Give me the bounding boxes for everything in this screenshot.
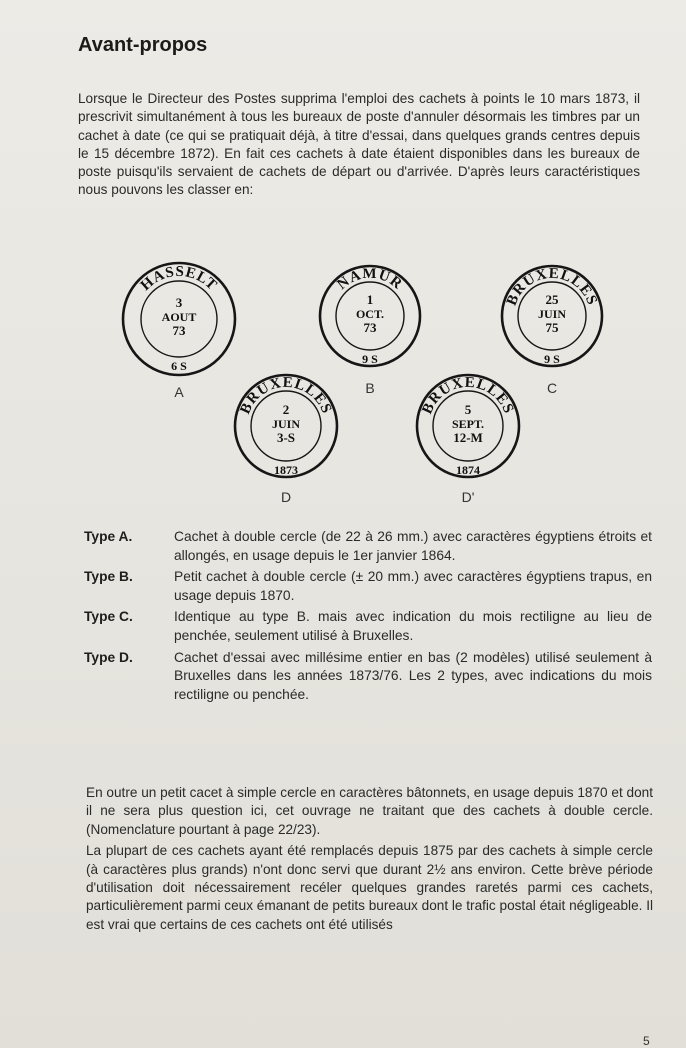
postmark-day: 5: [464, 402, 472, 417]
type-label: Type D.: [84, 649, 133, 665]
body-paragraph: La plupart de ces cachets ayant été remplacés depuis 1875 par des cachets à simple cercle (à caractères plus grands) n'ont donc servi que durant 2½ ans environ. Cette brève période d'utilisation doit nécessairement recéler quelques grandes raretés parmi ces cachets, particulièrement parmi ceux émanant de petits bureaux dont le trafic postal était négligeable. Il est vrai que certains de ces cachets ont été utilisés: [86, 843, 653, 932]
postmark-a: [120, 260, 238, 400]
postmark-label: C: [546, 380, 558, 396]
type-row: [84, 528, 652, 565]
page-title: Avant-propos: [78, 34, 208, 56]
postmark-bottom: 9 S: [362, 352, 378, 366]
type-label: Type A.: [84, 529, 133, 544]
type-description: Identique au type B. mais avec indication du mois rectiligne au lieu de penchée, seulement utilisé à Bruxelles.: [174, 609, 652, 643]
intro-paragraph: Lorsque le Directeur des Postes supprima l'emploi des cachets à points le 10 mars 1873, il prescrivit simultanément à tous les bureaux de poste d'annuler désormais les timbres par un cachet à date (ce qui se pratiquait déjà, à titre d'essai, dans quelques grands centres depuis le 15 décembre 1872). En fait ces cachets à date étaient disponibles dans les bureaux de poste puisqu'ils servaient de cachets de départ ou d'arrivée. D'après leurs caractéristiques nous pouvons les classer en:: [78, 91, 640, 198]
postmark-day: 25: [545, 292, 559, 307]
postmark-label: D': [461, 489, 475, 505]
postmark-label: A: [174, 384, 184, 400]
postmark-bottom: 1873: [274, 463, 298, 477]
postmark-town: BRUXELLES: [503, 265, 601, 308]
postmark-bottom: 1874: [456, 463, 480, 477]
postmark-bottom: 6 S: [171, 359, 187, 373]
postmark-svg: [318, 264, 422, 368]
type-label: Type C.: [84, 609, 133, 625]
body-paragraph: En outre un petit cacet à simple cercle en caractères bâtonnets, en usage depuis 1870 et dont il ne sera plus question ici, cet ouvrage ne traitant que des cachets à double cercle. (Nomenclature pourtant à page 22/23).: [86, 785, 653, 837]
postmark-month: OCT.: [355, 307, 385, 321]
postmark-year: 75: [545, 320, 559, 335]
postmark-svg: [232, 372, 340, 480]
type-list: [84, 528, 652, 707]
postmark-d-prime: [414, 372, 522, 505]
postmark-bottom: 9 S: [544, 352, 560, 366]
type-label: Type B.: [84, 569, 133, 585]
postmark-year: 3-S: [276, 430, 296, 445]
postmark-label: D: [280, 489, 292, 505]
page-number: 5: [643, 1034, 650, 1048]
type-row: [84, 649, 652, 705]
postmark-day: 1: [366, 292, 374, 307]
postmark-label: B: [365, 380, 375, 396]
postmark-day: 3: [175, 295, 183, 310]
postmark-svg: [414, 372, 522, 480]
postmark-day: 2: [282, 402, 290, 417]
postmark-year: 73: [172, 323, 186, 338]
postmark-month: JUIN: [271, 417, 301, 431]
type-row: [84, 608, 652, 645]
type-row: [84, 568, 652, 605]
postmark-svg: [500, 264, 604, 368]
postmark-town: HASSELT: [137, 263, 221, 295]
postmark-b: [318, 264, 422, 396]
postmark-figures: [0, 260, 686, 510]
type-description: Cachet à double cercle (de 22 à 26 mm.) avec caractères égyptiens étroits et allongés, en usage depuis le 1er janvier 1864.: [174, 529, 652, 563]
type-description: Petit cachet à double cercle (± 20 mm.) avec caractères égyptiens trapus, en usage depuis 1870.: [174, 569, 652, 603]
postmark-month: JUIN: [537, 307, 567, 321]
postmark-year: 12-M: [453, 430, 483, 445]
postmark-town: BRUXELLES: [419, 374, 517, 417]
postmark-town: BRUXELLES: [237, 374, 335, 417]
type-description: Cachet d'essai avec millésime entier en bas (2 modèles) utilisé seulement à Bruxelles dans les années 1873/76. Les 2 types, avec indications du mois rectiligne ou penchée.: [174, 649, 652, 702]
postmark-month: AOUT: [161, 310, 197, 324]
postmark-d: [232, 372, 340, 505]
postmark-town: NAMUR: [334, 266, 406, 293]
postmark-c: [500, 264, 604, 396]
body-text: [86, 784, 653, 937]
postmark-svg: [120, 260, 238, 378]
postmark-month: SEPT.: [451, 417, 485, 431]
postmark-year: 73: [363, 320, 377, 335]
